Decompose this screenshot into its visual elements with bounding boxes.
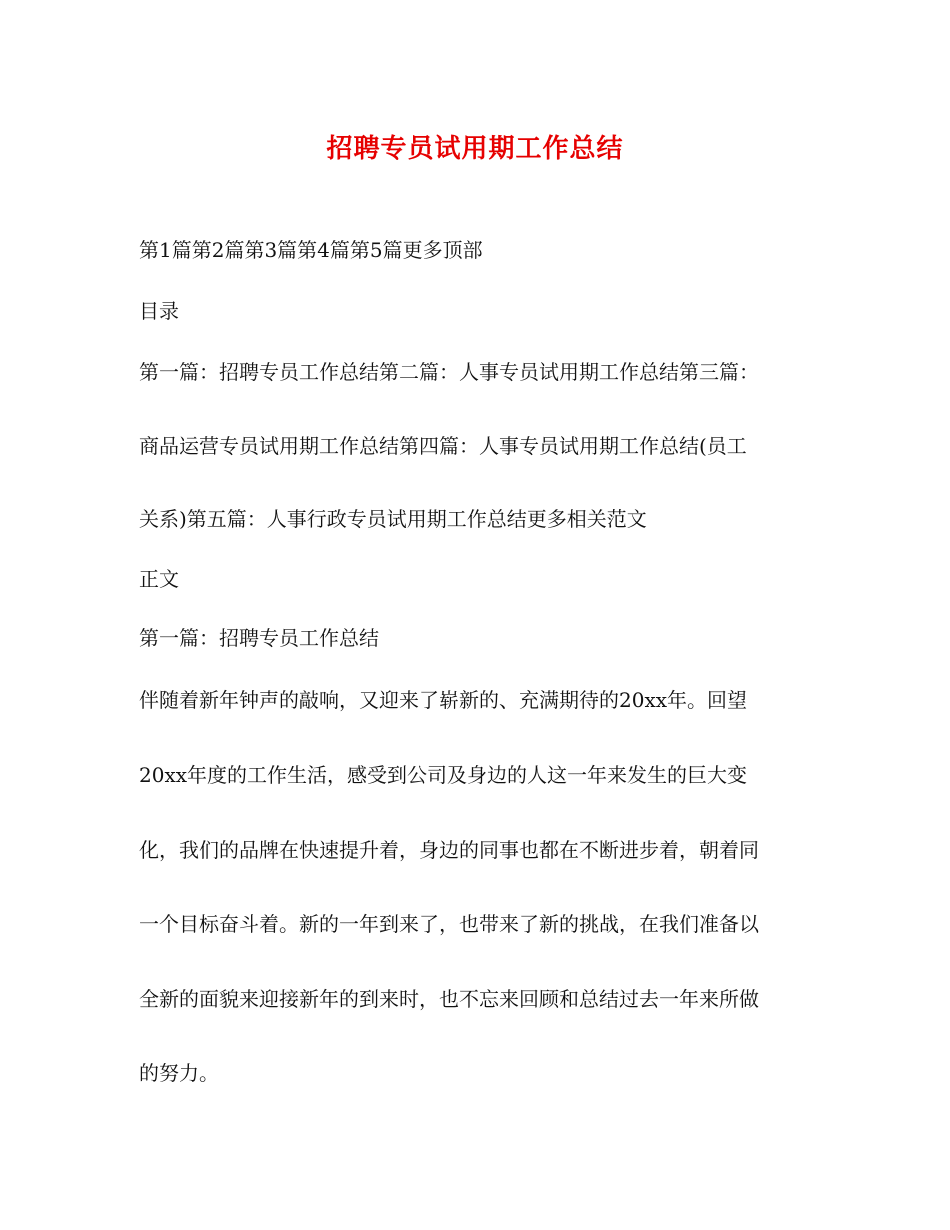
- paragraph-line: 化，我们的品牌在快速提升着，身边的同事也都在不断进步着，朝着同: [139, 838, 759, 862]
- paragraph-line: 全新的面貌来迎接新年的到来时，也不忘来回顾和总结过去一年来所做: [139, 987, 759, 1011]
- paragraph-line: 一个目标奋斗着。新的一年到来了，也带来了新的挑战，在我们准备以: [139, 912, 759, 936]
- toc-line[interactable]: 第一篇：招聘专员工作总结第二篇：人事专员试用期工作总结第三篇：: [139, 360, 759, 384]
- paragraph-line: 20xx年度的工作生活，感受到公司及身边的人这一年来发生的巨大变: [139, 763, 748, 787]
- paragraph-line: 伴随着新年钟声的敲响，又迎来了崭新的、充满期待的20xx年。回望: [139, 688, 748, 712]
- toc-line[interactable]: 关系)第五篇：人事行政专员试用期工作总结更多相关范文: [139, 507, 647, 531]
- section-heading: 第一篇：招聘专员工作总结: [139, 626, 379, 650]
- toc-heading: 目录: [139, 299, 179, 323]
- body-heading: 正文: [139, 567, 179, 591]
- toc-line[interactable]: 商品运营专员试用期工作总结第四篇：人事专员试用期工作总结(员工: [139, 434, 747, 458]
- document-title: 招聘专员试用期工作总结: [326, 134, 624, 164]
- section-nav-links[interactable]: 第1篇第2篇第3篇第4篇第5篇更多顶部: [139, 238, 483, 262]
- paragraph-line: 的努力。: [139, 1061, 219, 1085]
